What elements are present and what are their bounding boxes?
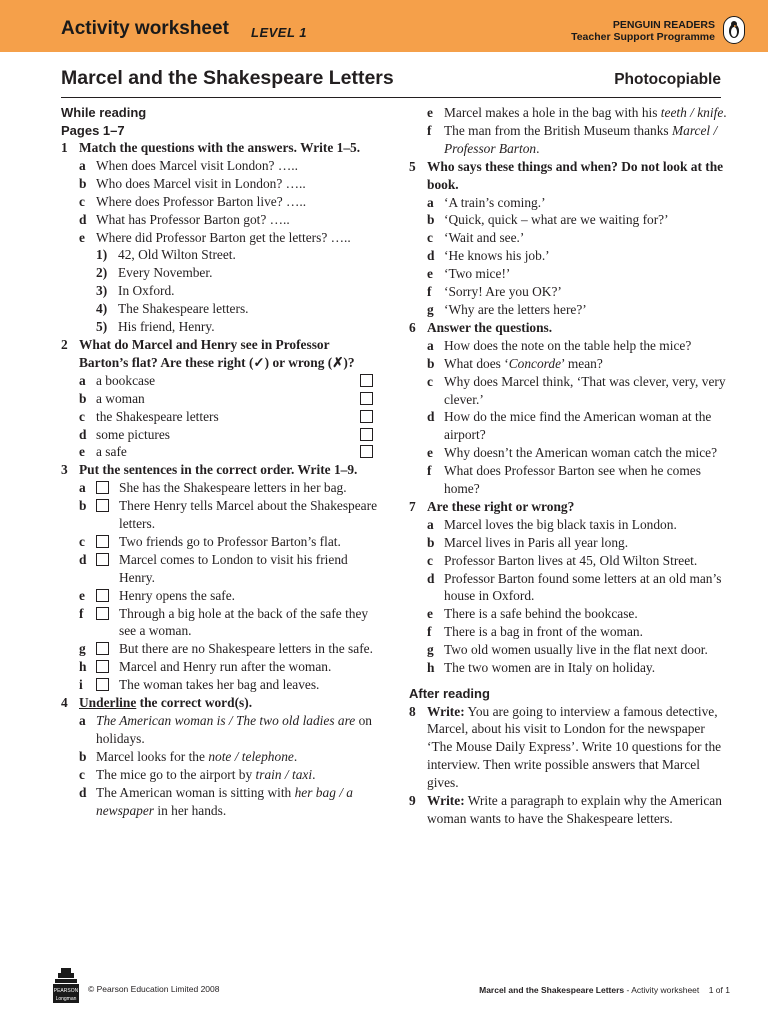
header-banner — [0, 0, 768, 52]
item-text: ’ mean? — [561, 355, 603, 371]
item-letter: h — [427, 660, 435, 676]
svg-text:Longman: Longman — [55, 996, 77, 1002]
item-letter: a — [79, 157, 86, 173]
list-item — [409, 301, 729, 319]
item-text: ‘Wait and see.’ — [444, 230, 525, 246]
list-item — [61, 157, 381, 175]
question-number: 9 — [409, 793, 416, 809]
item-letter: e — [79, 587, 85, 603]
item-letter: b — [427, 534, 435, 550]
order-box[interactable] — [96, 607, 109, 620]
item-letter: g — [427, 642, 434, 658]
item-text: But there are no Shakespeare letters in the safe. — [119, 641, 373, 657]
list-item — [61, 533, 381, 551]
item-letter: b — [427, 212, 435, 228]
copyright-notice: © Pearson Education Limited 2008 — [88, 984, 220, 994]
list-item — [409, 247, 729, 265]
item-text: Henry opens the safe. — [119, 587, 236, 603]
item-text: ‘Two mice!’ — [444, 266, 511, 282]
list-item — [61, 658, 381, 676]
item-letter: a — [427, 516, 434, 532]
item-letter: h — [79, 659, 87, 675]
item-letter: f — [427, 463, 432, 479]
list-item — [61, 497, 381, 533]
question-number: 4 — [61, 695, 68, 711]
item-letter: b — [79, 498, 87, 514]
question-1 — [61, 139, 381, 157]
list-item — [61, 175, 381, 193]
answer-text: In Oxford. — [118, 283, 175, 299]
item-letter: e — [427, 266, 433, 282]
item-text: ‘Quick, quick – what are we waiting for?’ — [444, 212, 669, 228]
item-letter: c — [427, 373, 433, 389]
write-label: Write: — [427, 703, 465, 719]
item-text: Professor Barton found some letters at an old man’s house in Oxford. — [444, 570, 722, 604]
item-letter: f — [427, 624, 432, 640]
item-text: ‘Sorry! Are you OK?’ — [444, 284, 562, 300]
answer-text: 42, Old Wilton Street. — [118, 247, 236, 263]
list-item — [61, 551, 381, 587]
question-number: 6 — [409, 319, 416, 335]
answer-item — [61, 246, 381, 264]
list-item — [409, 373, 729, 409]
item-text: Two old women usually live in the flat next door. — [444, 642, 708, 658]
after-reading-heading: After reading — [409, 686, 490, 701]
list-item — [409, 283, 729, 301]
level-label: LEVEL 1 — [251, 25, 308, 40]
item-text: Marcel lives in Paris all year long. — [444, 534, 629, 550]
question-text: Who says these things and when? Do not look at the book. — [427, 158, 724, 192]
order-box[interactable] — [96, 642, 109, 655]
question-7 — [409, 498, 729, 516]
question-number: 7 — [409, 498, 416, 514]
item-letter: e — [79, 229, 85, 245]
item-text: There is a safe behind the bookcase. — [444, 606, 638, 622]
item-letter: a — [79, 480, 86, 496]
item-text: Marcel looks for the — [96, 748, 209, 764]
document-title: Marcel and the Shakespeare Letters — [61, 67, 394, 89]
question-number: 5 — [409, 158, 416, 174]
programme-name: Teacher Support Programme — [571, 31, 715, 43]
write-label: Write: — [427, 793, 465, 809]
item-text: There Henry tells Marcel about the Shakespeare letters. — [119, 498, 378, 532]
item-letter: g — [79, 641, 86, 657]
italic-choice: her bag / a newspaper — [96, 784, 354, 818]
item-text: a safe — [96, 444, 127, 460]
pages-heading: Pages 1–7 — [61, 122, 125, 138]
item-letter: d — [79, 784, 87, 800]
question-number: 1 — [61, 140, 68, 155]
item-letter: c — [79, 533, 85, 549]
item-text: Where does Professor Barton live? ….. — [96, 193, 307, 209]
footer-doc-title: Marcel and the Shakespeare Letters — [479, 985, 625, 995]
order-box[interactable] — [96, 589, 109, 602]
item-letter: e — [427, 606, 433, 622]
question-text: Match the questions with the answers. Write 1–5. — [79, 140, 361, 155]
item-text: a bookcase — [96, 372, 156, 388]
italic-choice: note / telephone — [208, 748, 294, 764]
svg-text:PEARSON: PEARSON — [53, 988, 79, 994]
answer-number: 4) — [96, 301, 108, 317]
question-text: What do Marcel and Henry see in Professor Barton’s flat? Are these right (✓) or wrong (✗)? — [79, 336, 355, 370]
question-2 — [61, 336, 381, 372]
question-text: You are going to interview a famous detective, Marcel, about his visit to London for the newspaper ‘The Mouse Daily Express’. Write 10 questions for the interview. Then write possible answers that Marcel gives. — [427, 703, 722, 791]
item-letter: b — [79, 390, 87, 406]
item-text: The mice go to the airport by — [96, 766, 256, 782]
question-text: Answer the questions. — [427, 319, 553, 335]
answer-text: Every November. — [118, 265, 213, 281]
series-name: PENGUIN READERS — [612, 19, 715, 31]
answer-number: 2) — [96, 265, 108, 281]
question-text: Put the sentences in the correct order. Write 1–9. — [79, 462, 358, 478]
list-item — [409, 605, 729, 623]
item-text: Marcel comes to London to visit his friend Henry. — [119, 551, 348, 585]
item-letter: b — [79, 175, 87, 191]
answer-number: 5) — [96, 319, 108, 335]
left-column — [61, 104, 381, 819]
item-text: Why does Marcel think, ‘That was clever, very, very clever.’ — [444, 373, 726, 407]
item-letter: i — [79, 677, 83, 693]
answer-number: 1) — [96, 247, 108, 263]
list-item — [409, 211, 729, 229]
answer-checkbox[interactable] — [360, 374, 373, 387]
item-letter: e — [427, 445, 433, 461]
answer-text: The Shakespeare letters. — [118, 301, 249, 317]
item-letter: d — [79, 211, 87, 227]
worksheet-title: Activity worksheet — [61, 18, 229, 39]
right-column — [409, 104, 729, 828]
answer-text: His friend, Henry. — [118, 319, 215, 335]
footer-suffix: - Activity worksheet — [624, 985, 700, 995]
order-box[interactable] — [96, 535, 109, 548]
question-3 — [61, 461, 381, 479]
item-text: Why doesn’t the American woman catch the mice? — [444, 445, 718, 461]
footer-title — [479, 985, 730, 995]
question-text: Write a paragraph to explain why the American woman wants to have the Shakespeare letters. — [427, 793, 722, 826]
item-letter: a — [79, 713, 86, 728]
list-item — [409, 623, 729, 641]
list-item — [409, 570, 729, 606]
list-item — [61, 211, 381, 229]
answer-checkbox[interactable] — [360, 445, 373, 458]
item-text: Two friends go to Professor Barton’s flat. — [119, 533, 341, 549]
item-letter: f — [79, 605, 84, 621]
list-item — [61, 426, 381, 444]
item-text: ‘A train’s coming.’ — [444, 194, 546, 210]
item-text: the Shakespeare letters — [96, 408, 219, 424]
item-text: The American woman is sitting with — [96, 784, 295, 800]
item-text: . — [723, 105, 727, 120]
question-5 — [409, 158, 729, 194]
item-text: Marcel makes a hole in the bag with his — [444, 105, 661, 120]
item-text: How does the note on the table help the mice? — [444, 337, 692, 353]
item-text: Through a big hole at the back of the safe they see a woman. — [119, 605, 369, 639]
item-text: What does Professor Barton see when he comes home? — [444, 463, 701, 497]
list-item — [409, 194, 729, 212]
list-item — [61, 372, 381, 390]
list-item — [61, 748, 381, 766]
question-8 — [409, 703, 729, 793]
item-letter: a — [79, 372, 86, 388]
italic-choice: The American woman is / The two old ladies are — [96, 713, 356, 728]
list-item — [409, 641, 729, 659]
question-text: Are these right or wrong? — [427, 498, 575, 514]
answer-item — [61, 264, 381, 282]
photocopiable-label: Photocopiable — [614, 71, 721, 88]
list-item — [61, 408, 381, 426]
list-item — [409, 104, 729, 122]
page-number: 1 of 1 — [708, 985, 730, 995]
answer-checkbox[interactable] — [360, 410, 373, 423]
item-letter: d — [427, 409, 435, 425]
item-text: in her hands. — [154, 802, 227, 818]
item-text: The two women are in Italy on holiday. — [444, 660, 656, 676]
answer-checkbox[interactable] — [360, 392, 373, 405]
item-letter: c — [427, 552, 433, 568]
question-6 — [409, 319, 729, 337]
question-number: 8 — [409, 703, 416, 719]
list-item — [409, 408, 729, 444]
list-item — [61, 193, 381, 211]
item-text: How do the mice find the American woman at the airport? — [444, 409, 712, 443]
title-divider — [61, 97, 721, 98]
pearson-longman-logo — [52, 968, 80, 1009]
item-text: ‘He knows his job.’ — [444, 248, 550, 264]
item-text: Marcel and Henry run after the woman. — [119, 659, 332, 675]
list-item — [61, 766, 381, 784]
italic-choice: train / taxi — [255, 766, 313, 782]
item-text: Where did Professor Barton get the letters? ….. — [96, 229, 351, 245]
list-item — [61, 587, 381, 605]
item-text: What does ‘ — [444, 355, 509, 371]
item-text: Marcel loves the big black taxis in London. — [444, 516, 677, 532]
list-item — [409, 462, 729, 498]
item-text: There is a bag in front of the woman. — [444, 624, 643, 640]
italic-choice: Marcel / Professor Barton — [444, 122, 718, 156]
section-heading: While reading — [61, 105, 147, 120]
item-text: a woman — [96, 390, 145, 406]
list-item — [61, 712, 381, 748]
question-4 — [61, 694, 381, 712]
list-item — [61, 479, 381, 497]
item-letter: f — [427, 284, 432, 300]
item-letter: b — [427, 355, 435, 371]
answer-checkbox[interactable] — [360, 428, 373, 441]
item-text: ‘Why are the letters here?’ — [444, 301, 587, 317]
item-letter: e — [427, 105, 433, 120]
item-letter: f — [427, 122, 432, 138]
list-item — [61, 640, 381, 658]
list-item — [61, 390, 381, 408]
list-item — [61, 605, 381, 641]
underline-word: Underline — [79, 695, 137, 711]
list-item — [409, 265, 729, 283]
order-box[interactable] — [96, 660, 109, 673]
item-text: . — [293, 748, 298, 764]
item-letter: d — [427, 570, 435, 586]
item-text: Who does Marcel visit in London? ….. — [96, 175, 306, 191]
list-item — [409, 122, 729, 158]
order-box[interactable] — [96, 553, 109, 566]
item-letter: c — [79, 193, 85, 209]
list-item — [61, 676, 381, 694]
list-item — [61, 784, 381, 820]
list-item — [409, 444, 729, 462]
list-item — [409, 516, 729, 534]
item-letter: d — [79, 426, 87, 442]
item-text: When does Marcel visit London? ….. — [96, 157, 298, 173]
penguin-logo-icon — [723, 16, 745, 44]
item-text: What has Professor Barton got? ….. — [96, 211, 290, 227]
order-box[interactable] — [96, 678, 109, 691]
list-item — [409, 355, 729, 373]
item-letter: g — [427, 301, 434, 317]
item-text: . — [312, 766, 316, 782]
question-9 — [409, 792, 729, 828]
item-letter: c — [79, 766, 85, 782]
list-item — [61, 229, 381, 247]
question-text: the correct word(s). — [136, 695, 253, 711]
item-letter: b — [79, 748, 87, 764]
item-text: . — [536, 140, 540, 156]
order-box[interactable] — [96, 481, 109, 494]
list-item — [409, 552, 729, 570]
list-item — [409, 337, 729, 355]
answer-item — [61, 282, 381, 300]
question-number: 3 — [61, 462, 68, 478]
item-letter: c — [427, 230, 433, 246]
item-letter: c — [79, 408, 85, 424]
item-text: on holidays. — [96, 713, 373, 746]
item-text: The man from the British Museum thanks — [444, 122, 672, 138]
item-text: some pictures — [96, 426, 171, 442]
list-item — [61, 443, 381, 461]
list-item — [409, 229, 729, 247]
item-letter: e — [79, 444, 85, 460]
item-text: The woman takes her bag and leaves. — [119, 677, 320, 693]
answer-number: 3) — [96, 283, 108, 299]
item-text: Professor Barton lives at 45, Old Wilton Street. — [444, 552, 698, 568]
item-letter: a — [427, 337, 434, 353]
list-item — [409, 534, 729, 552]
answer-item — [61, 318, 381, 336]
order-box[interactable] — [96, 499, 109, 512]
italic-choice: teeth / knife — [660, 105, 724, 120]
item-text: She has the Shakespeare letters in her bag. — [119, 480, 347, 496]
item-letter: d — [79, 551, 87, 567]
list-item — [409, 659, 729, 677]
item-letter: d — [427, 248, 435, 264]
answer-item — [61, 300, 381, 318]
item-letter: a — [427, 194, 434, 210]
italic-choice: Concorde — [508, 355, 562, 371]
series-block — [571, 19, 715, 43]
question-number: 2 — [61, 336, 68, 352]
